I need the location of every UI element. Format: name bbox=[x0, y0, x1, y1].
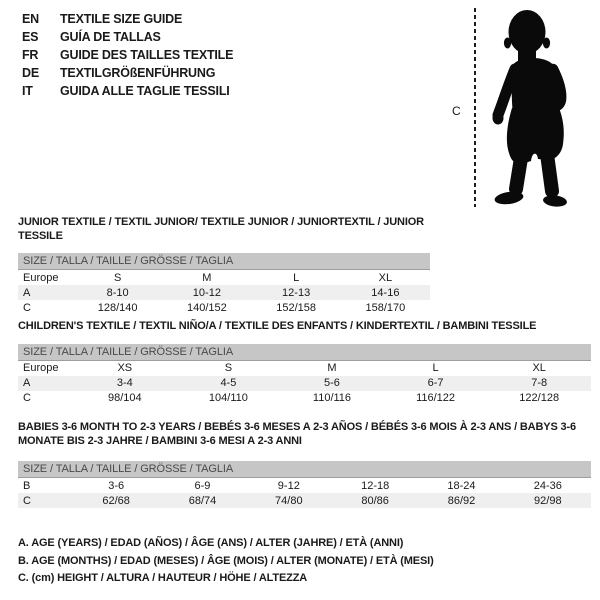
size-value: 92/98 bbox=[505, 493, 591, 508]
size-value: 5-6 bbox=[280, 376, 384, 391]
size-value: 6-9 bbox=[194, 479, 211, 492]
size-value: M bbox=[327, 362, 337, 374]
junior-table-title: JUNIOR TEXTILE / TEXTIL JUNIOR/ TEXTILE JUNIOR / JUNIORTEXTIL / JUNIOR TESSILE bbox=[18, 216, 424, 242]
table-row bbox=[18, 285, 430, 300]
height-measure-line bbox=[474, 8, 476, 207]
row-label: C bbox=[18, 493, 73, 508]
size-value: 3-4 bbox=[73, 376, 177, 391]
size-value: S bbox=[113, 271, 122, 284]
footnote-b: B. AGE (MONTHS) / EDAD (MESES) / ÂGE (MOIS) / ALTER (MONATE) / ETÀ (MESI) bbox=[18, 554, 434, 567]
language-code: ES bbox=[22, 30, 39, 44]
size-value: 12-13 bbox=[252, 285, 341, 300]
language-title: TEXTILGRÖßENFÜHRUNG bbox=[60, 66, 216, 80]
footnote-a: A. AGE (YEARS) / EDAD (AÑOS) / ÂGE (ANS) / ALTER (JAHRE) / ETÀ (ANNI) bbox=[18, 537, 404, 549]
size-value: 14-16 bbox=[341, 285, 430, 300]
size-value: 7-8 bbox=[487, 376, 591, 391]
size-value: 158/170 bbox=[365, 301, 406, 314]
size-value: 10-12 bbox=[162, 285, 251, 300]
table-row bbox=[18, 493, 591, 508]
size-value: 3-6 bbox=[108, 479, 125, 492]
size-value: 4-5 bbox=[177, 376, 281, 391]
size-value: 128/140 bbox=[97, 301, 138, 314]
size-value: 8-10 bbox=[73, 285, 162, 300]
language-list bbox=[22, 10, 233, 100]
size-value: 86/92 bbox=[418, 493, 504, 508]
junior-size-table bbox=[18, 253, 430, 315]
language-row bbox=[22, 28, 233, 46]
baby-silhouette-icon bbox=[487, 2, 595, 212]
size-value: 6-7 bbox=[384, 376, 488, 391]
children-table-section bbox=[18, 320, 591, 406]
language-code: EN bbox=[22, 12, 39, 26]
size-value: XS bbox=[117, 362, 133, 374]
size-header-bar: SIZE / TALLA / TAILLE / GRÖSSE / TAGLIA bbox=[18, 344, 591, 361]
size-value: 98/104 bbox=[107, 392, 142, 404]
language-title: GUÍA DE TALLAS bbox=[60, 30, 161, 44]
language-title: GUIDE DES TAILLES TEXTILE bbox=[60, 48, 234, 62]
size-value: 18-24 bbox=[447, 479, 476, 492]
footnote-c: C. (cm) HEIGHT / ALTURA / HAUTEUR / HÖHE / ALTEZZA bbox=[18, 572, 308, 584]
size-value: L bbox=[293, 271, 300, 284]
babies-size-table bbox=[18, 461, 591, 508]
size-header-bar: SIZE / TALLA / TAILLE / GRÖSSE / TAGLIA bbox=[18, 461, 591, 478]
size-value: 110/116 bbox=[312, 392, 352, 404]
table-row bbox=[18, 360, 591, 376]
size-value: 140/152 bbox=[186, 301, 227, 314]
size-value: 80/86 bbox=[332, 493, 418, 508]
row-label: C bbox=[23, 392, 31, 404]
row-label: A bbox=[18, 376, 73, 391]
size-value: S bbox=[224, 362, 233, 374]
size-value: M bbox=[202, 271, 212, 284]
language-row bbox=[22, 46, 233, 64]
language-title: TEXTILE SIZE GUIDE bbox=[60, 12, 183, 26]
language-code: DE bbox=[22, 66, 39, 80]
language-row bbox=[22, 10, 233, 28]
footnotes bbox=[18, 535, 434, 588]
children-size-table bbox=[18, 344, 591, 406]
language-row bbox=[22, 64, 233, 82]
height-measure-label: C bbox=[452, 104, 461, 118]
size-value: 62/68 bbox=[73, 493, 159, 508]
language-code: FR bbox=[22, 48, 39, 62]
size-value: 122/128 bbox=[519, 392, 560, 404]
language-title: GUIDA ALLE TAGLIE TESSILI bbox=[60, 84, 230, 98]
table-row bbox=[18, 376, 591, 391]
size-value: 68/74 bbox=[159, 493, 245, 508]
table-row bbox=[18, 478, 591, 494]
size-value: 24-36 bbox=[533, 479, 562, 492]
junior-table-section bbox=[18, 216, 430, 315]
row-label: Europe bbox=[23, 271, 59, 284]
children-table-title: CHILDREN'S TEXTILE / TEXTIL NIÑO/A / TEXTILE DES ENFANTS / KINDERTEXTIL / BAMBINI TESSILE bbox=[18, 320, 537, 332]
table-row bbox=[18, 300, 430, 315]
babies-table-title: BABIES 3-6 MONTH TO 2-3 YEARS / BEBÉS 3-6 MESES A 2-3 AÑOS / BÉBÉS 3-6 MOIS À 2-3 ANS / BABYS 3-6 MONATE BIS 2-3 JAHRE / BAMBINI 3-6 MESI A 2-3 ANNI bbox=[18, 421, 576, 447]
size-value: 152/158 bbox=[276, 301, 316, 314]
size-value: 12-18 bbox=[361, 479, 390, 492]
table-row bbox=[18, 391, 591, 406]
size-value: L bbox=[432, 362, 439, 374]
size-value: 9-12 bbox=[277, 479, 300, 492]
language-code: IT bbox=[22, 84, 33, 98]
row-label: A bbox=[18, 285, 73, 300]
row-label: C bbox=[23, 301, 31, 314]
size-value: 104/110 bbox=[208, 392, 248, 404]
row-label: B bbox=[23, 479, 31, 492]
table-row bbox=[18, 270, 430, 286]
size-header-bar: SIZE / TALLA / TAILLE / GRÖSSE / TAGLIA bbox=[18, 253, 430, 270]
size-value: XL bbox=[532, 362, 546, 374]
row-label: Europe bbox=[23, 362, 59, 374]
size-value: 116/122 bbox=[416, 392, 456, 404]
size-value: 74/80 bbox=[246, 493, 332, 508]
babies-table-section bbox=[18, 421, 591, 508]
size-value: XL bbox=[378, 271, 393, 284]
language-row bbox=[22, 82, 233, 100]
